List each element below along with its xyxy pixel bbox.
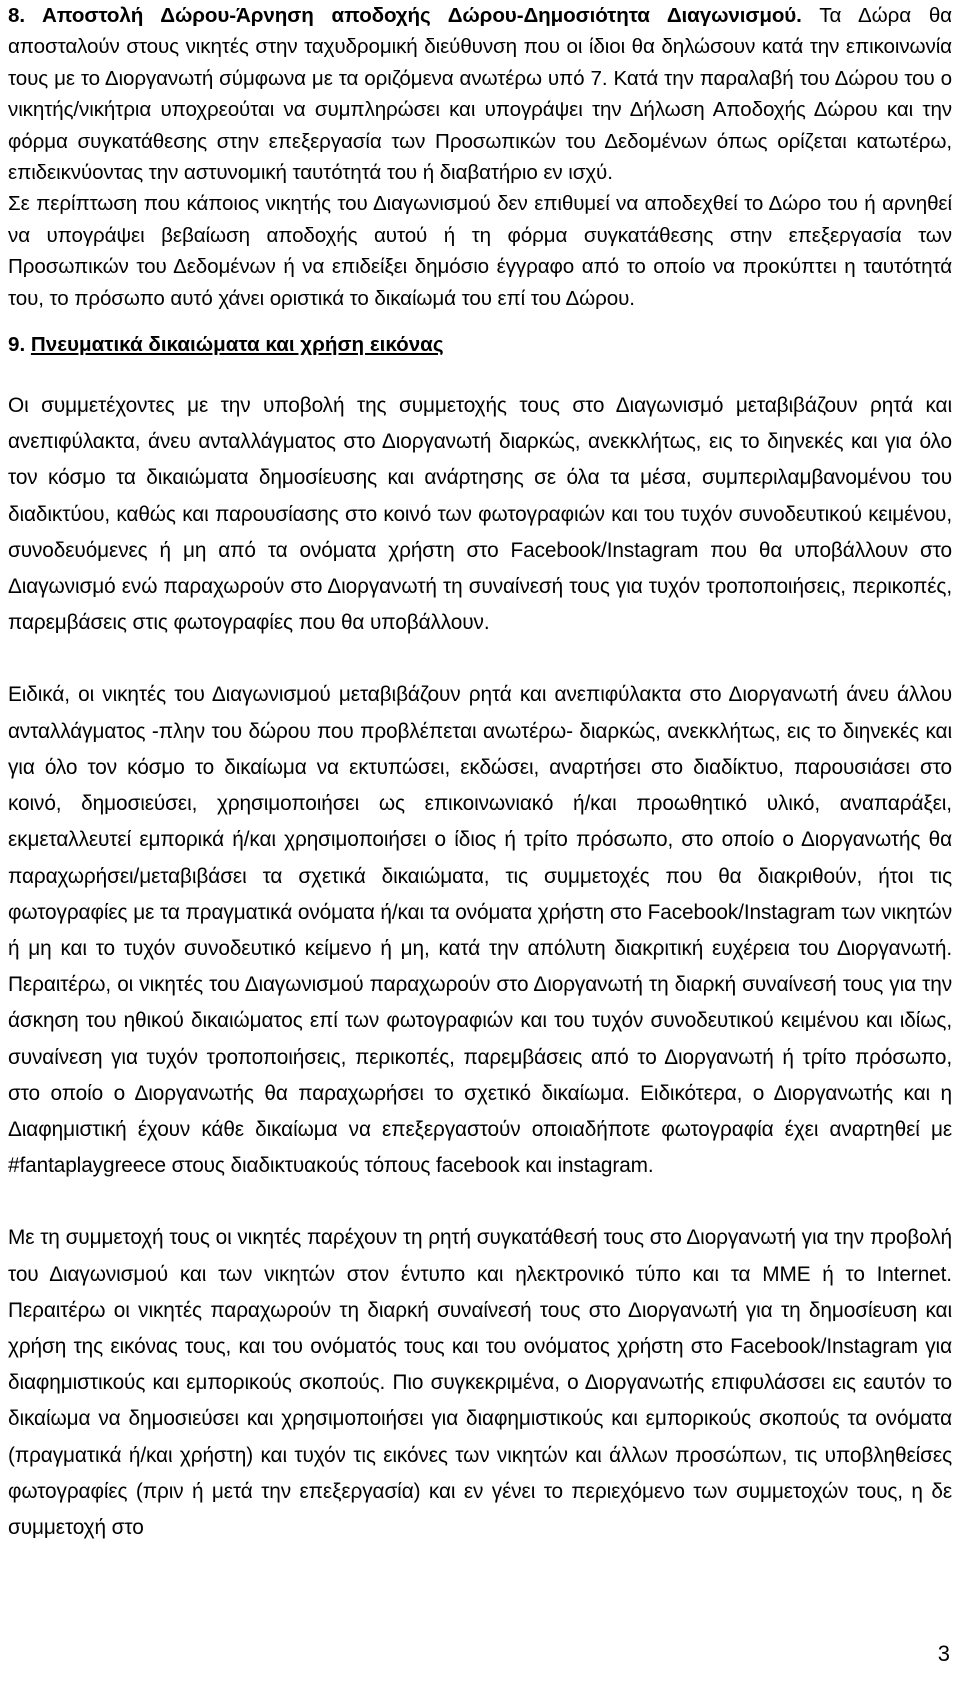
section-9-number: 9. [8, 333, 31, 357]
section-9-heading [8, 330, 952, 360]
page-number: 3 [937, 1641, 950, 1666]
section-8-text: Τα Δώρα θα αποσταλούν στους νικητές στην ταχυδρομική διεύθυνση που οι ίδιοι θα δηλώσουν κατά την επικοινωνία τους με το Διοργανωτή σύμφωνα με τα οριζόμενα ανωτέρω υπό 7. Κατά την παραλαβή του Δώρου του ο νικητής/νικήτρια υποχρεούται να συμπληρώσει και υπογράψει την Δήλωση Αποδοχής Δώρου και την φόρμα συγκατάθεσης στην επεξεργασία των Προσωπικών του Δεδομένων όπως ορίζεται κατωτέρω, επιδεικνύοντας την αστυνομική ταυτότητά του ή διαβατήριο εν ισχύ. [8, 4, 952, 185]
section-8-heading: 8. Αποστολή Δώρου-Άρνηση αποδοχής Δώρου-Δημοσιότητα Διαγωνισμού. [8, 4, 802, 27]
section-8-paragraph-2: Σε περίπτωση που κάποιος νικητής του Διαγωνισμού δεν επιθυμεί να αποδεχθεί το Δώρο του ή αρνηθεί να υπογράψει βεβαίωση αποδοχής αυτού ή τη φόρμα συγκατάθεσης στην επεξεργασία των Προσωπικών του Δεδομένων ή να επιδείξει δημόσιο έγγραφο από το οποίο να προκύπτει η ταυτότητά του, το πρόσωπο αυτό χάνει οριστικά το δικαίωμά του επί του Δώρου. [8, 192, 952, 310]
section-8-paragraph [8, 0, 952, 188]
section-9-paragraph-1: Οι συμμετέχοντες με την υποβολή της συμμετοχής τους στο Διαγωνισμό μεταβιβάζουν ρητά και ανεπιφύλακτα, άνευ ανταλλάγματος στο Διοργανωτή διαρκώς, ανεκκλήτως, εις το διηνεκές και για όλο τον κόσμο τα δικαιώματα δημοσίευσης και ανάρτησης σε όλα τα μέσα, συμπεριλαμβανομένου του διαδικτύου, καθώς και παρουσίασης στο κοινό των φωτογραφιών και του τυχόν συνοδευτικού κειμένου, συνοδευόμενες ή μη από τα ονόματα χρήστη στο Facebook/Instagram που θα υποβάλλουν στο Διαγωνισμό ενώ παραχωρούν στο Διοργανωτή τη συναίνεσή τους για τυχόν τροποποιήσεις, περικοπές, παρεμβάσεις στις φωτογραφίες που θα υποβάλλουν. [8, 394, 952, 635]
document-page [8, 0, 952, 1546]
section-9-paragraph-3: Με τη συμμετοχή τους οι νικητές παρέχουν τη ρητή συγκατάθεσή τους στο Διοργανωτή για την προβολή του Διαγωνισμού και των νικητών στον έντυπο και ηλεκτρονικό τύπο και τα ΜΜΕ ή το Internet. Περαιτέρω οι νικητές παραχωρούν τη διαρκή συναίνεσή τους στο Διοργανωτή για τη δημοσίευση και χρήση της εικόνας τους, και του ονόματός τους και του ονόματος χρήστη στο Facebook/Instagram για διαφημιστικούς και εμπορικούς σκοπούς. Πιο συγκεκριμένα, ο Διοργανωτής επιφυλάσσει εις εαυτόν το δικαίωμα να δημοσιεύσει και χρησιμοποιήσει για διαφημιστικούς και εμπορικούς σκοπούς τα ονόματα (πραγματικά ή/και χρήστη) και τυχόν τις εικόνες των νικητών και άλλων προσώπων, τις υποβληθείσες φωτογραφίες (πριν ή μετά την επεξεργασία) και εν γένει το περιεχόμενο των συμμετοχών τους, η δε συμμετοχή στο [8, 1226, 952, 1539]
section-9-paragraph-2: Ειδικά, οι νικητές του Διαγωνισμού μεταβιβάζουν ρητά και ανεπιφύλακτα στο Διοργανωτή άνευ άλλου ανταλλάγματος -πλην του δώρου που προβλέπεται ανωτέρω- διαρκώς, ανεκκλήτως, εις το διηνεκές και για όλο τον κόσμο το δικαίωμα να εκτυπώσει, εκδώσει, αναρτήσει στο διαδίκτυο, παρουσιάσει στο κοινό, δημοσιεύσει, χρησιμοποιήσει ως επικοινωνιακό ή/και προωθητικό υλικό, αναπαράξει, εκμεταλλευτεί εμπορικά ή/και χρησιμοποιήσει ο ίδιος ή τρίτο πρόσωπο, στο οποίο ο Διοργανωτής θα παραχωρήσει/μεταβιβάσει τα σχετικά δικαιώματα, τις συμμετοχές που θα διακριθούν, ήτοι τις φωτογραφίες με τα πραγματικά ονόματα ή/και τα ονόματα χρήστη στο Facebook/Instagram των νικητών ή μη και το τυχόν συνοδευτικό κείμενο ή μη, κατά την απόλυτη διακριτική ευχέρεια του Διοργανωτή. Περαιτέρω, οι νικητές του Διαγωνισμού παραχωρούν στο Διοργανωτή τη διαρκή συναίνεσή τους για την άσκηση του ηθικού δικαιώματος επί των φωτογραφιών και του τυχόν συνοδευτικού κειμένου και ιδίως, συναίνεση για τυχόν τροποποιήσεις, περικοπές, παρεμβάσεις από το Διοργανωτή ή τρίτο πρόσωπο, στο οποίο ο Διοργανωτής θα παραχωρήσει το σχετικό δικαίωμα. Ειδικότερα, ο Διοργανωτής και η Διαφημιστική έχουν κάθε δικαίωμα να επεξεργαστούν οποιαδήποτε φωτογραφία έχει αναρτηθεί με #fantaplaygreece στους διαδικτυακούς τόπους facebook και instagram. [8, 683, 952, 1178]
section-9-title: Πνευματικά δικαιώματα και χρήση εικόνας [30, 333, 444, 357]
